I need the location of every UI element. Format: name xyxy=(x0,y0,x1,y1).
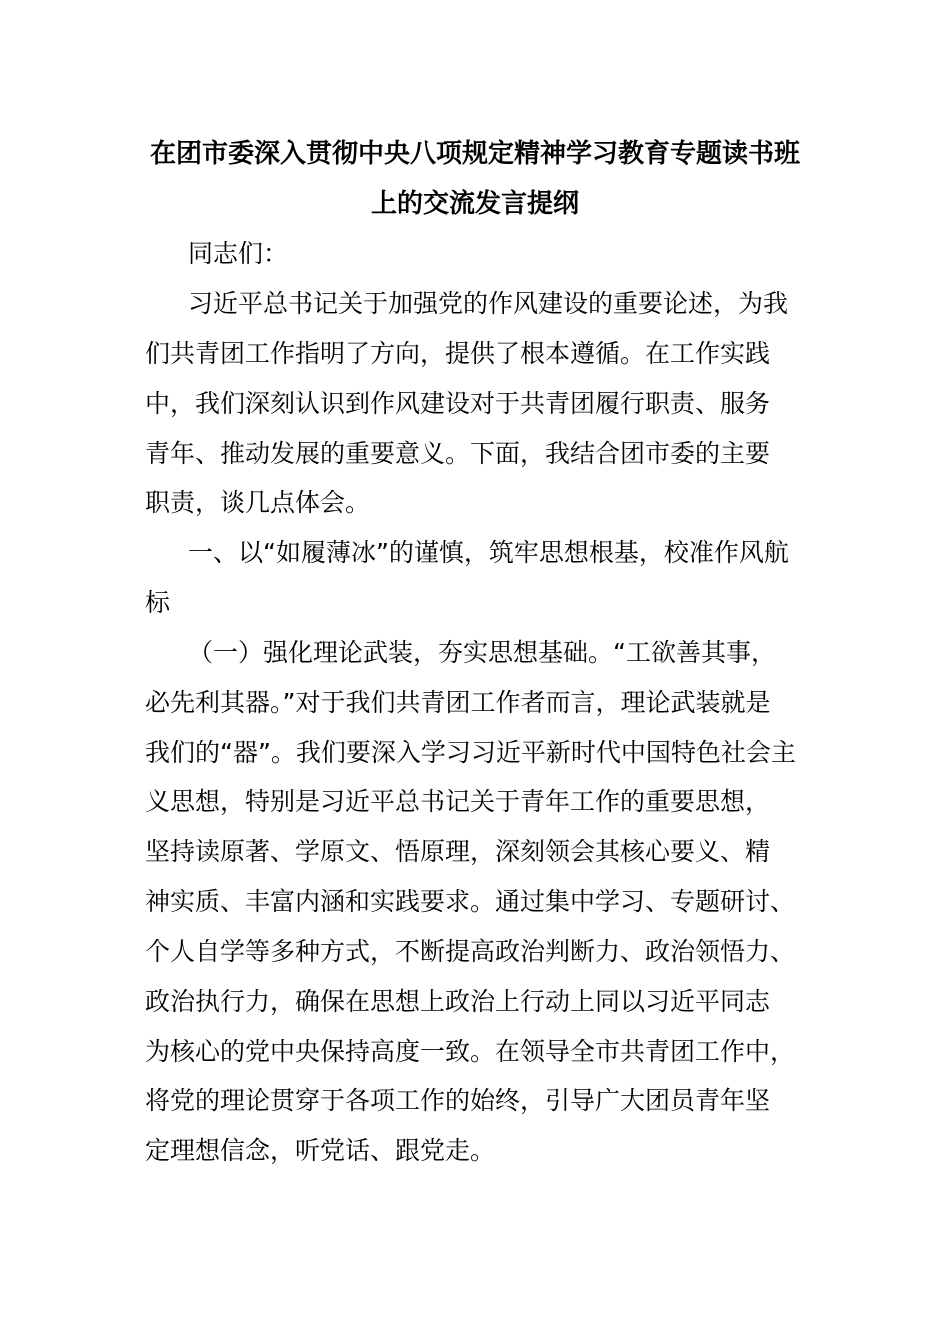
intro-line: 职责，谈几点体会。 xyxy=(145,488,371,517)
subsection-line: 神实质、丰富内涵和实践要求。通过集中学习、专题研讨、 xyxy=(145,887,796,916)
subsection-line: 我们的“器”。我们要深入学习习近平新时代中国特色社会主 xyxy=(145,738,796,767)
subsection-line: 个人自学等多种方式，不断提高政治判断力、政治领悟力、 xyxy=(145,937,796,966)
subsection-line: 定理想信念，听党话、跟党走。 xyxy=(145,1136,496,1165)
subsection-line: 为核心的党中央保持高度一致。在领导全市共青团工作中， xyxy=(145,1037,796,1066)
intro-line: 习近平总书记关于加强党的作风建设的重要论述，为我 xyxy=(188,289,789,318)
intro-line: 青年、推动发展的重要意义。下面，我结合团市委的主要 xyxy=(145,439,771,468)
intro-line: 中，我们深刻认识到作风建设对于共青团履行职责、服务 xyxy=(145,389,771,418)
title-line-1: 在团市委深入贯彻中央八项规定精神学习教育专题读书班 xyxy=(149,139,800,169)
section-heading-line: 一、以“如履薄冰”的谨慎，筑牢思想根基，校准作风航 xyxy=(188,538,789,567)
subsection-line: （一）强化理论武装，夯实思想基础。“工欲善其事， xyxy=(188,638,776,667)
title-line-2: 上的交流发言提纲 xyxy=(370,189,579,219)
subsection-line: 坚持读原著、学原文、悟原理，深刻领会其核心要义、精 xyxy=(145,837,771,866)
subsection-line: 必先利其器。”对于我们共青团工作者而言，理论武装就是 xyxy=(145,688,771,717)
section-heading-line: 标 xyxy=(145,588,171,617)
subsection-line: 政治执行力，确保在思想上政治上行动上同以习近平同志 xyxy=(145,987,771,1016)
salutation: 同志们： xyxy=(188,239,289,268)
subsection-line: 义思想，特别是习近平总书记关于青年工作的重要思想， xyxy=(145,787,771,816)
subsection-line: 将党的理论贯穿于各项工作的始终，引导广大团员青年坚 xyxy=(145,1086,771,1115)
intro-line: 们共青团工作指明了方向，提供了根本遵循。在工作实践 xyxy=(145,339,771,368)
